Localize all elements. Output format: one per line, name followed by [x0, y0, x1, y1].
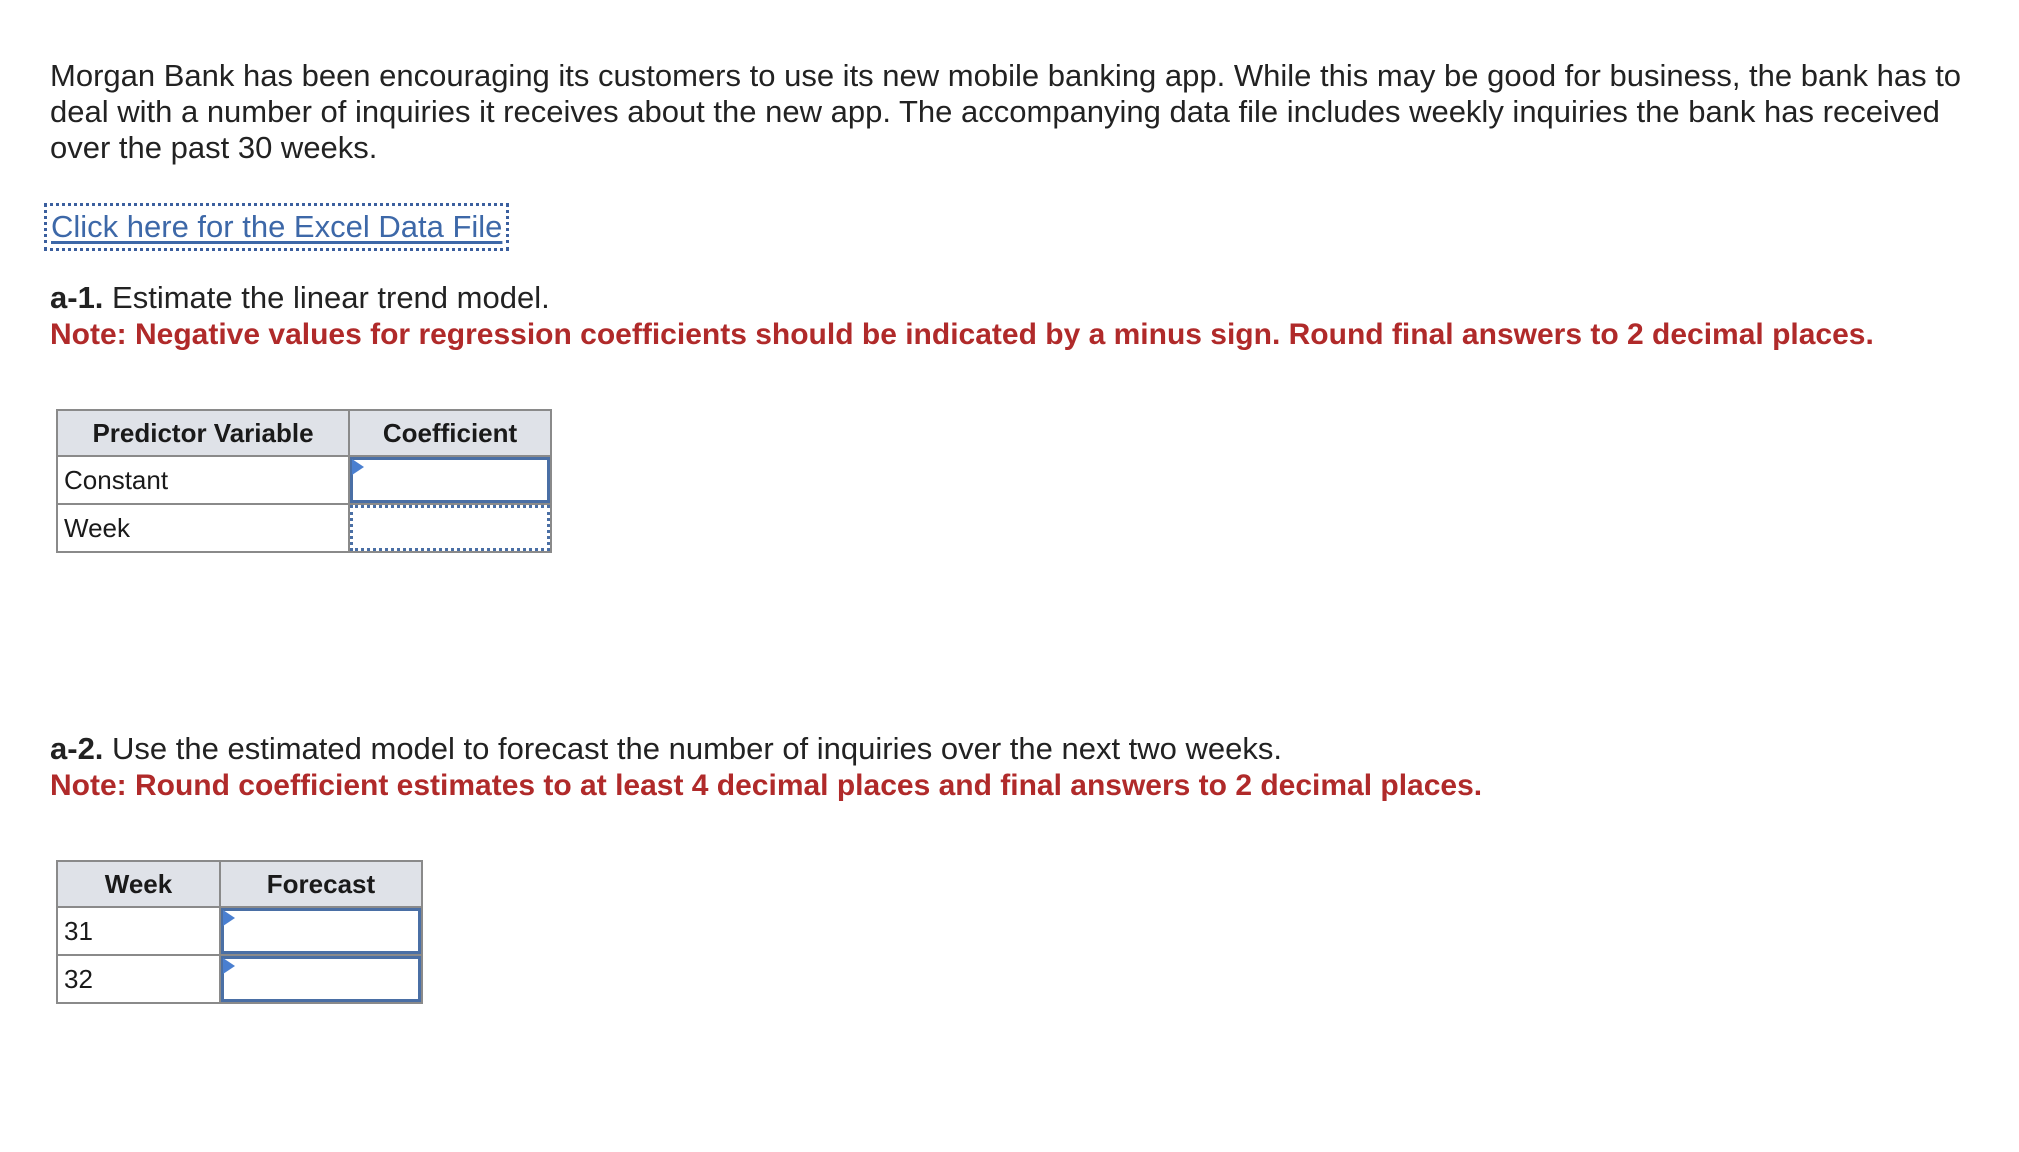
- problem-intro: Morgan Bank has been encouraging its customers to use its new mobile banking app. While this may be good for business, the bank has to deal with a number of inquiries it receives about the new app. The accompanying data file includes weekly inquiries the bank has received over the past 30 weeks.: [50, 58, 1962, 165]
- table-row: [57, 955, 422, 1003]
- week-coefficient-cell: [349, 504, 551, 552]
- question-a1: [50, 280, 550, 316]
- question-a2-label: a-2.: [50, 731, 104, 766]
- header-week: Week: [57, 861, 220, 907]
- question-a1-text: Estimate the linear trend model.: [103, 280, 550, 315]
- constant-coefficient-cell: [349, 456, 551, 504]
- row-label-week-32: 32: [57, 955, 220, 1003]
- table-row: [57, 907, 422, 955]
- note-a2: Note: Round coefficient estimates to at least 4 decimal places and final answers to 2 decimal places.: [50, 769, 1483, 802]
- row-label-week: Week: [57, 504, 349, 552]
- forecast-31-cell: [220, 907, 422, 955]
- note-a1: Note: Negative values for regression coefficients should be indicated by a minus sign. Round final answers to 2 decimal places.: [50, 318, 1874, 351]
- row-label-constant: Constant: [57, 456, 349, 504]
- header-predictor-variable: Predictor Variable: [57, 410, 349, 456]
- question-a2: [50, 731, 1282, 767]
- constant-coefficient-input[interactable]: [350, 457, 550, 503]
- row-label-week-31: 31: [57, 907, 220, 955]
- coefficient-table: [56, 409, 552, 553]
- table-row: [57, 456, 551, 504]
- excel-data-file-link[interactable]: Click here for the Excel Data File: [44, 203, 509, 251]
- header-forecast: Forecast: [220, 861, 422, 907]
- forecast-table: [56, 860, 423, 1004]
- table-row: [57, 504, 551, 552]
- question-a2-text: Use the estimated model to forecast the number of inquiries over the next two weeks.: [103, 731, 1283, 766]
- week-coefficient-input[interactable]: [350, 505, 550, 551]
- question-a1-label: a-1.: [50, 280, 104, 315]
- forecast-week-31-input[interactable]: [221, 908, 421, 954]
- forecast-week-32-input[interactable]: [221, 956, 421, 1002]
- forecast-32-cell: [220, 955, 422, 1003]
- header-coefficient: Coefficient: [349, 410, 551, 456]
